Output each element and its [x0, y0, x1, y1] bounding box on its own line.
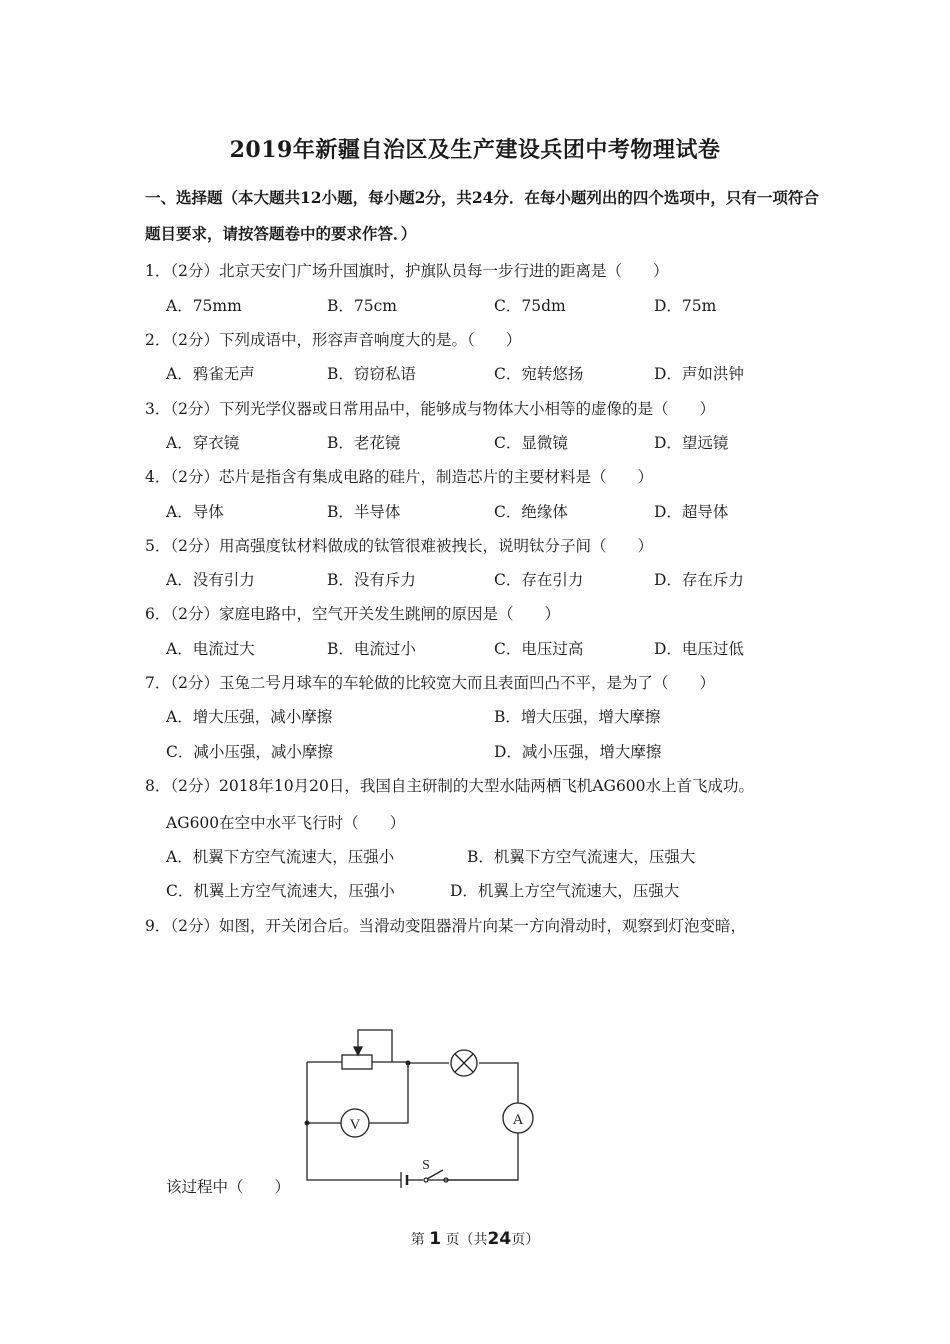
question-5-stem: 5．（2分）用高强度钛材料做成的钛管很难被拽长，说明钛分子间（ ）	[145, 537, 653, 555]
question-1-option-a: A．75mm	[166, 297, 242, 315]
junction-dot	[305, 1121, 310, 1126]
question-6-option-c: C．电压过高	[494, 640, 584, 658]
page-footer	[0, 1229, 950, 1249]
footer-page-number: 1	[429, 1229, 442, 1249]
page-title: 2019年新疆自治区及生产建设兵团中考物理试卷	[229, 137, 721, 163]
question-5-option-d: D．存在斥力	[654, 571, 744, 589]
question-3-option-b: B．老花镜	[327, 434, 401, 452]
question-9-tail: 该过程中（ ）	[166, 1178, 291, 1196]
question-2-option-b: B．窃窃私语	[327, 365, 416, 383]
question-3-option-a: A．穿衣镜	[166, 434, 240, 452]
question-8-stem: 8．（2分）2018年10月20日，我国自主研制的大型水陆两栖飞机AG600水上首飞成功。	[145, 777, 755, 795]
footer-suffix: 页）	[511, 1232, 540, 1248]
question-5-option-a: A．没有引力	[166, 571, 255, 589]
question-3-option-d: D．望远镜	[654, 434, 729, 452]
question-2-option-d: D．声如洪钟	[654, 365, 744, 383]
footer-prefix: 第	[410, 1232, 425, 1248]
question-6-stem: 6．（2分）家庭电路中，空气开关发生跳闸的原因是（ ）	[145, 605, 560, 623]
question-2-stem: 2．（2分）下列成语中，形容声音响度大的是。（ ）	[145, 331, 522, 349]
question-8-option-c: C．机翼上方空气流速大，压强小	[166, 882, 395, 900]
question-9-stem: 9．（2分）如图，开关闭合后。当滑动变阻器滑片向某一方向滑动时，观察到灯泡变暗，	[145, 917, 746, 935]
question-5-option-b: B．没有斥力	[327, 571, 416, 589]
footer-mid: 页（共	[445, 1232, 488, 1248]
question-5-option-c: C．存在引力	[494, 571, 584, 589]
question-7-option-c: C．减小压强，减小摩擦	[166, 743, 333, 761]
question-1-stem: 1．（2分）北京天安门广场升国旗时，护旗队员每一步行进的距离是（ ）	[145, 262, 669, 280]
question-4-stem: 4．（2分）芯片是指含有集成电路的硅片，制造芯片的主要材料是（ ）	[145, 468, 653, 486]
question-8-option-d: D．机翼上方空气流速大，压强大	[450, 882, 680, 900]
question-2-option-a: A．鸦雀无声	[166, 365, 255, 383]
question-7-stem: 7．（2分）玉兔二号月球车的车轮做的比较宽大而且表面凹凸不平，是为了（ ）	[145, 674, 715, 692]
question-1-option-d: D．75m	[654, 297, 717, 315]
question-3-option-c: C．显微镜	[494, 434, 568, 452]
question-3-stem: 3．（2分）下列光学仪器或日常用品中，能够成与物体大小相等的虚像的是（ ）	[145, 400, 715, 418]
question-8-stem-continued: AG600在空中水平飞行时（ ）	[166, 814, 406, 832]
question-4-option-a: A．导体	[166, 503, 224, 521]
question-1-option-c: C．75dm	[494, 297, 566, 315]
question-6-option-b: B．电流过小	[327, 640, 416, 658]
voltmeter-label: V	[349, 1117, 361, 1133]
question-7-option-d: D．减小压强，增大摩擦	[494, 743, 662, 761]
question-6-option-d: D．电压过低	[654, 640, 744, 658]
question-6-option-a: A．电流过大	[166, 640, 255, 658]
ammeter-label: A	[512, 1112, 524, 1128]
question-4-option-b: B．半导体	[327, 503, 401, 521]
question-8-option-a: A．机翼下方空气流速大，压强小	[166, 848, 395, 866]
question-8-option-b: B．机翼下方空气流速大，压强大	[467, 848, 696, 866]
question-2-option-c: C．宛转悠扬	[494, 365, 584, 383]
question-7-option-b: B．增大压强，增大摩擦	[494, 708, 661, 726]
question-7-option-a: A．增大压强，减小摩擦	[166, 708, 333, 726]
section-heading: 一、选择题（本大题共12小题，每小题2分，共24分．在每小题列出的四个选项中，只有一项符合题目要求，请按答题卷中的要求作答．）	[145, 188, 819, 243]
switch-label: S	[422, 1158, 430, 1173]
footer-total-pages: 24	[487, 1229, 512, 1249]
question-1-option-b: B．75cm	[327, 297, 397, 315]
slider-arrow-icon	[354, 1047, 362, 1055]
question-4-option-c: C．绝缘体	[494, 503, 568, 521]
circuit-diagram	[296, 1025, 541, 1190]
rheostat-icon	[342, 1055, 372, 1069]
junction-dot	[406, 1061, 411, 1066]
question-4-option-d: D．超导体	[654, 503, 729, 521]
